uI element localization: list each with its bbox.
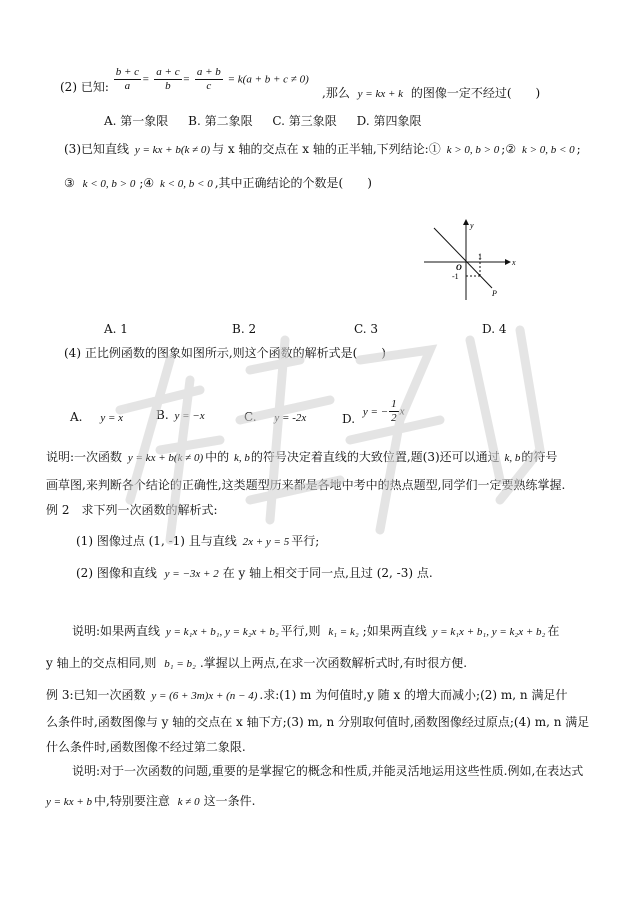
q2-prefix: (2) 已知:: [60, 79, 109, 94]
q2-stem-end: ,那么 y = kx + k 的图像一定不经过( ): [322, 86, 541, 100]
q2-option-b: B. 第二象限: [188, 114, 253, 128]
q4-option-a: A. y = x: [70, 410, 123, 424]
point-p-label: P: [492, 289, 497, 298]
q4-stem: (4) 正比例函数的图象如图所示,则这个函数的解析式是( ): [64, 346, 386, 360]
q3-line-2: ③ k < 0, b > 0 ;④ k < 0, b < 0 ,其中正确结论的个数是( ): [64, 176, 372, 190]
q2-options: [104, 114, 421, 128]
note-1-expression: y = kx + b(k ≠ 0): [127, 452, 204, 464]
note-1-line-1: 说明:一次函数 y = kx + b(k ≠ 0) 中的 k, b的符号决定着直线的大致位置,题(3)还可以通过 k, b的符号: [46, 450, 558, 464]
q2-option-a: A. 第一象限: [104, 114, 169, 128]
x-axis-label: x: [512, 258, 516, 267]
tick-neg1-label: -1: [452, 272, 459, 281]
q4-option-c: C. y = -2x: [244, 410, 307, 424]
fraction-2: $\frac{a + c}{b}$: [156, 66, 180, 92]
tick-1-label: 1: [478, 252, 482, 261]
fraction-3: $\frac{a + b}{c}$: [196, 66, 221, 92]
example-3-line-1: 例 3:已知一次函数 y = (6 + 3m)x + (n − 4) .求:(1) m 为何值时,y 随 x 的增大而减小;(2) m, n 满足什: [46, 688, 568, 702]
q2-stem: (2) 已知: $\frac{b + c}{a}$ = $\frac{a + c}{b}$ = $\frac{a + b}{c}$ = k(a + b + c ≠ 0): [60, 66, 309, 94]
note-2-line-2: y 轴上的交点相同,则 b₁ = b₂ .掌握以上两点,在求一次函数解析式时,有时很方便.: [46, 656, 468, 670]
q3-option-d: D. 4: [482, 322, 507, 336]
graph-line: [434, 228, 492, 288]
q3-conclusion-1: k > 0, b > 0: [446, 144, 500, 156]
origin-label: O: [456, 263, 462, 272]
q3-line-expression: y = kx + b(k ≠ 0): [134, 144, 211, 156]
example-2-part-2: (2) 图像和直线 y = −3x + 2 在 y 轴上相交于同一点,且过 (2, -3) 点.: [76, 566, 433, 580]
q3-line-1: (3)已知直线 y = kx + b(k ≠ 0) 与 x 轴的交点在 x 轴的正半轴,下列结论:① k > 0, b > 0 ;② k > 0, b < 0 ;: [64, 142, 581, 156]
q2-option-c: C. 第三象限: [272, 114, 337, 128]
q3-conclusion-2: k > 0, b < 0: [521, 144, 575, 156]
q4-options: [70, 398, 470, 434]
q3-conclusion-3: k < 0, b > 0: [82, 178, 136, 190]
note-3-line-2: y = kx + b 中,特别要注意 k ≠ 0 这一条件.: [46, 794, 256, 808]
note-2-line-1: 说明:如果两直线 y = k₁x + b₁, y = k₂x + b₂ 平行,则 k₁ = k₂ ;如果两直线 y = k₁x + b₁, y = k₂x + b₂ 在: [72, 624, 560, 638]
note-3-expression: y = kx + b: [46, 796, 92, 808]
example-3-line-3: 什么条件时,函数图像不经过第二象限.: [46, 740, 246, 754]
q3-graph: [420, 218, 520, 302]
q4-option-b: B. y = −x: [156, 408, 205, 422]
y-axis-label: y: [470, 221, 474, 230]
q3-option-b: B. 2: [232, 322, 257, 336]
q3-conclusion-4: k < 0, b < 0: [159, 178, 213, 190]
example-3-line-2: 么条件时,函数图像与 y 轴的交点在 x 轴下方;(3) m, n 分别取何值时,函数图像经过原点;(4) m, n 满足: [46, 715, 590, 729]
q2-tail: = k(a + b + c ≠ 0): [227, 73, 309, 86]
example-2-title: 例 2 求下列一次函数的解析式:: [46, 503, 218, 517]
note-1-line-2: 画草图,来判断各个结论的正确性,这类题型历来都是各地中考中的热点题型,同学们一定要熟练掌握.: [46, 478, 566, 492]
q3-option-a: A. 1: [104, 322, 128, 336]
fraction-1: $\frac{b + c}{a}$: [115, 66, 139, 92]
q2-expression: y = kx + k: [357, 88, 404, 100]
q3-option-c: C. 3: [354, 322, 379, 336]
example-3-expression: y = (6 + 3m)x + (n − 4): [151, 690, 258, 702]
example-2-line-2: y = −3x + 2: [164, 568, 219, 580]
note-3-line-1: 说明:对于一次函数的问题,重要的是掌握它的概念和性质,并能灵活地运用这些性质.例如,在表达式: [72, 764, 584, 778]
q2-option-d: D. 第四象限: [356, 114, 422, 128]
q4-option-d: D. y = − $\frac{1}{2}$ x: [342, 398, 405, 426]
example-2-line-1: 2x + y = 5: [242, 536, 290, 548]
example-2-part-1: (1) 图像过点 (1, -1) 且与直线 2x + y = 5 平行;: [76, 534, 320, 548]
